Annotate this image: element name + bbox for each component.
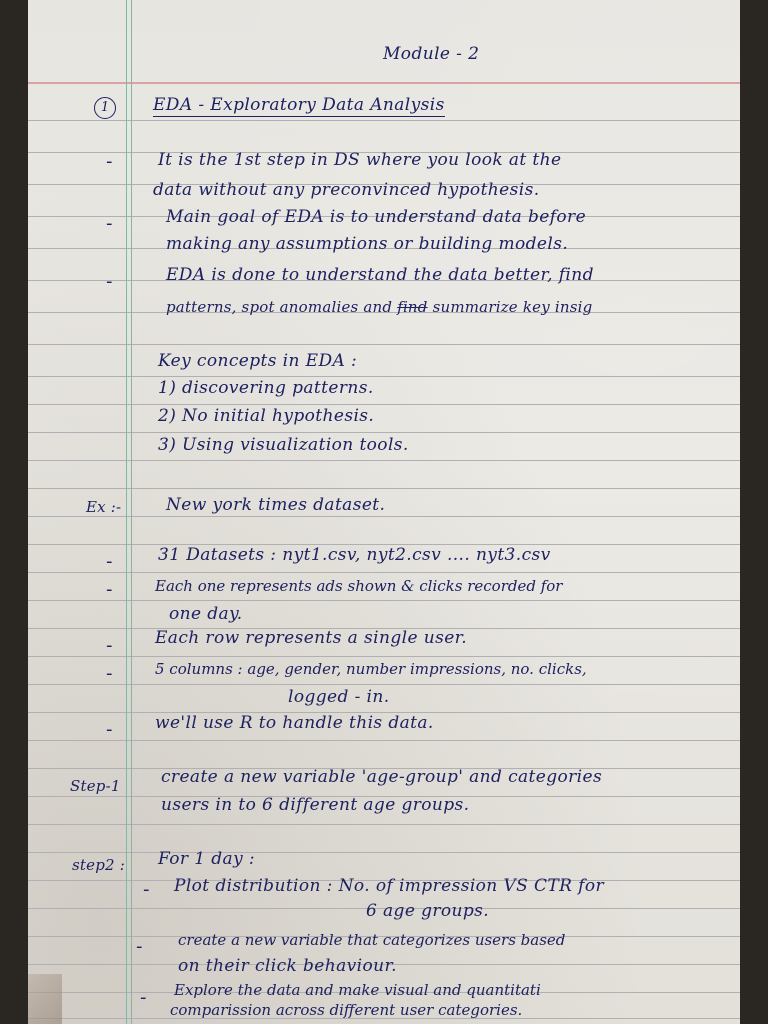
bullet-dash: - <box>140 987 147 1008</box>
intro-line: EDA is done to understand the data better, find <box>166 265 594 285</box>
step1-label: Step-1 <box>70 777 121 795</box>
bullet-dash: - <box>106 579 113 600</box>
margin-line <box>126 0 127 1024</box>
example-point: Each row represents a single user. <box>155 628 468 648</box>
ruled-line <box>28 376 740 377</box>
bullet-dash: - <box>106 663 113 684</box>
page-corner-shadow <box>28 974 62 1024</box>
heading-text <box>153 95 445 115</box>
example-point: 31 Datasets : nyt1.csv, nyt2.csv .... nyt3.csv <box>158 545 551 565</box>
ruled-line <box>28 572 740 573</box>
bullet-dash: - <box>106 271 113 292</box>
heading-underlined: EDA - Exploratory Data Analysis <box>153 95 445 115</box>
bullet-dash: - <box>106 151 113 172</box>
bullet-dash: - <box>143 879 150 900</box>
ruled-line <box>28 600 740 601</box>
page-title: Module - 2 <box>383 44 480 64</box>
ruled-line <box>28 120 740 121</box>
example-title: New york times dataset. <box>166 495 386 515</box>
example-point: logged - in. <box>288 687 390 707</box>
notebook-page <box>28 0 740 1024</box>
step2-line: 6 age groups. <box>366 901 490 921</box>
ruled-line <box>28 516 740 517</box>
step2-line: Plot distribution : No. of impression VS CTR for <box>174 876 604 896</box>
intro-line: data without any preconvinced hypothesis. <box>153 180 540 200</box>
bullet-dash: - <box>106 635 113 656</box>
ruled-line <box>28 740 740 741</box>
step1-line: create a new variable 'age-group' and categories <box>161 767 603 787</box>
ruled-line <box>28 460 740 461</box>
bullet-dash: - <box>136 936 143 957</box>
intro-line: Main goal of EDA is to understand data before <box>166 207 587 227</box>
ruled-line <box>28 432 740 433</box>
bullet-dash: - <box>106 213 113 234</box>
bullet-dash: - <box>106 551 113 572</box>
step2-line: create a new variable that categorizes users based <box>178 931 566 949</box>
step2-line: Explore the data and make visual and quantitati <box>174 981 541 999</box>
example-point: we'll use R to handle this data. <box>155 713 434 733</box>
key-concept-item: 1) discovering patterns. <box>158 378 374 398</box>
intro-line: patterns, spot anomalies and find summarize key insig <box>166 298 593 316</box>
bullet-dash: - <box>106 719 113 740</box>
example-point: one day. <box>169 604 243 624</box>
ruled-line <box>28 488 740 489</box>
ruled-line <box>28 404 740 405</box>
example-point: 5 columns : age, gender, number impressions, no. clicks, <box>155 660 587 678</box>
margin-line <box>131 0 132 1024</box>
step1-line: users in to 6 different age groups. <box>161 795 470 815</box>
ruled-line <box>28 344 740 345</box>
step2-line: For 1 day : <box>158 849 256 869</box>
key-concept-item: 2) No initial hypothesis. <box>158 406 375 426</box>
ruled-line <box>28 656 740 657</box>
key-concept-item: 3) Using visualization tools. <box>158 435 409 455</box>
ruled-line <box>28 824 740 825</box>
intro-line: It is the 1st step in DS where you look at the <box>158 150 562 170</box>
struck-word: find <box>397 298 428 316</box>
key-concepts-title: Key concepts in EDA : <box>158 351 358 371</box>
intro-line: making any assumptions or building models. <box>166 234 569 254</box>
heading-number: 1 <box>94 97 116 119</box>
step2-line: on their click behaviour. <box>178 956 397 976</box>
ruled-line <box>28 852 740 853</box>
ruled-line <box>28 684 740 685</box>
example-point: Each one represents ads shown & clicks recorded for <box>155 577 563 595</box>
step2-label: step2 : <box>72 856 125 874</box>
example-label: Ex :- <box>86 498 122 516</box>
top-red-rule <box>28 82 740 84</box>
step2-line: comparission across different user categories. <box>170 1001 523 1019</box>
